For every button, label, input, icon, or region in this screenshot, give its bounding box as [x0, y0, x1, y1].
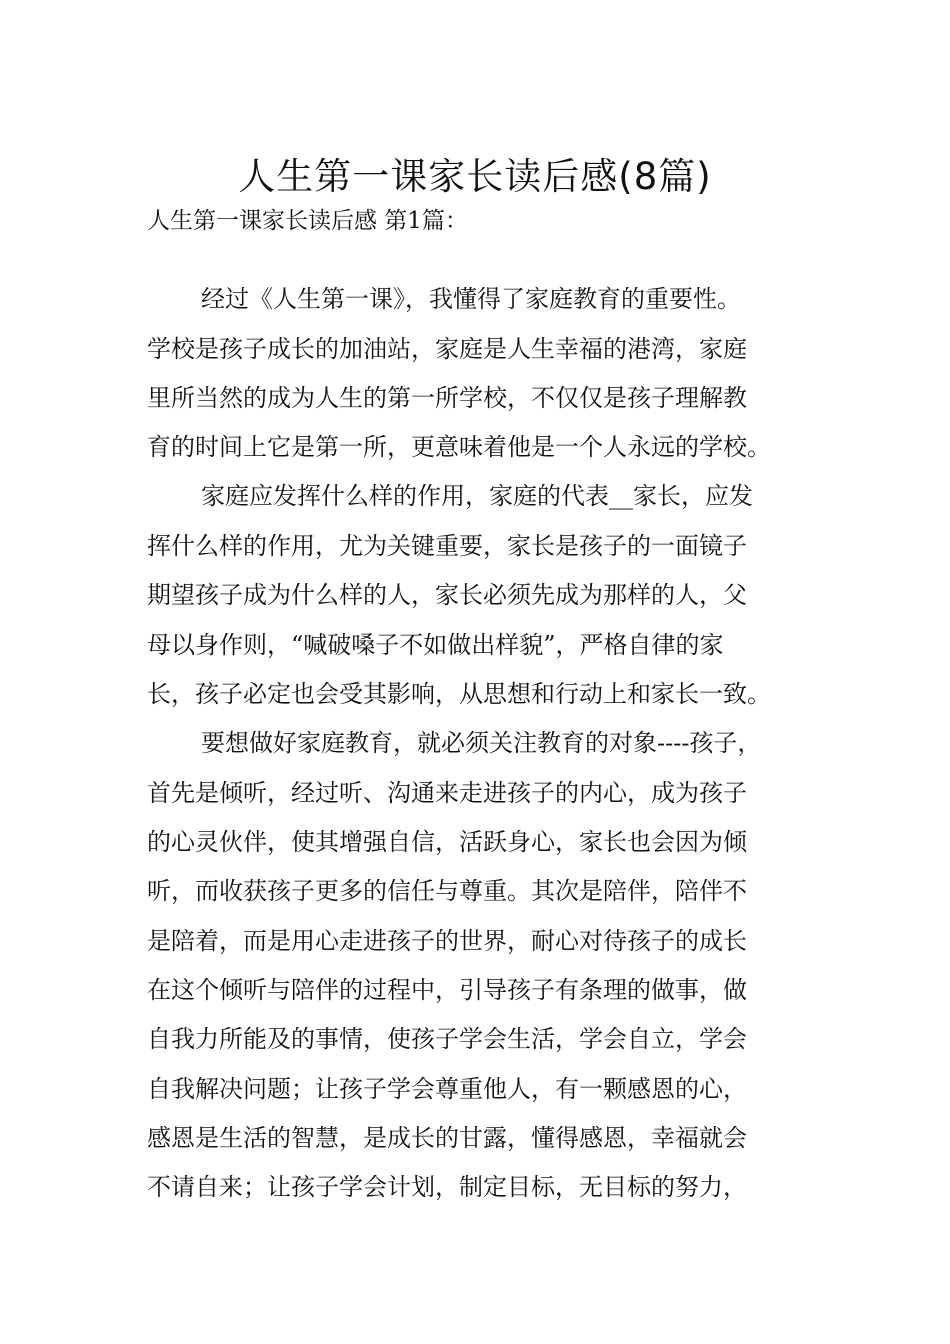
paragraph-line: 要想做好家庭教育，就必须关注教育的对象----孩子，: [201, 729, 762, 757]
paragraph-line: 自我解决问题；让孩子学会尊重他人，有一颗感恩的心，: [147, 1075, 747, 1103]
paragraph-line: 经过《人生第一课》，我懂得了家庭教育的重要性。: [201, 285, 741, 313]
paragraph-line: 听，而收获孩子更多的信任与尊重。其次是陪伴，陪伴不: [147, 877, 747, 905]
paragraph-line: 学校是孩子成长的加油站，家庭是人生幸福的港湾，家庭: [147, 335, 747, 363]
paragraph-line: 不请自来；让孩子学会计划，制定目标，无目标的努力，: [147, 1173, 747, 1201]
paragraph-line: 挥什么样的作用，尤为关键重要，家长是孩子的一面镜子: [147, 532, 747, 560]
paragraph-line: 感恩是生活的智慧，是成长的甘露，懂得感恩，幸福就会: [147, 1124, 747, 1152]
paragraph-line: 的心灵伙伴，使其增强自信，活跃身心，家长也会因为倾: [147, 828, 747, 856]
paragraph-line: 自我力所能及的事情，使孩子学会生活，学会自立，学会: [147, 1025, 747, 1053]
paragraph-line: 家庭应发挥什么样的作用，家庭的代表__家长，应发: [201, 482, 753, 510]
paragraph-line: 母以身作则，“喊破嗓子不如做出样貌”，严格自律的家: [147, 631, 724, 659]
paragraph-line: 里所当然的成为人生的第一所学校，不仅仅是孩子理解教: [147, 384, 747, 412]
paragraph-line: 在这个倾听与陪伴的过程中，引导孩子有条理的做事，做: [147, 976, 747, 1004]
paragraph-line: 期望孩子成为什么样的人，家长必须先成为那样的人，父: [147, 581, 747, 609]
paragraph-line: 长，孩子必定也会受其影响，从思想和行动上和家长一致。: [147, 680, 771, 708]
section-heading: 人生第一课家长读后感 第1篇：: [147, 208, 468, 234]
page-title: 人生第一课家长读后感(8篇): [238, 154, 712, 198]
paragraph-line: 是陪着，而是用心走进孩子的世界，耐心对待孩子的成长: [147, 927, 747, 955]
paragraph-line: 首先是倾听，经过听、沟通来走进孩子的内心，成为孩子: [147, 779, 747, 807]
paragraph-line: 育的时间上它是第一所，更意味着他是一个人永远的学校。: [147, 433, 771, 461]
